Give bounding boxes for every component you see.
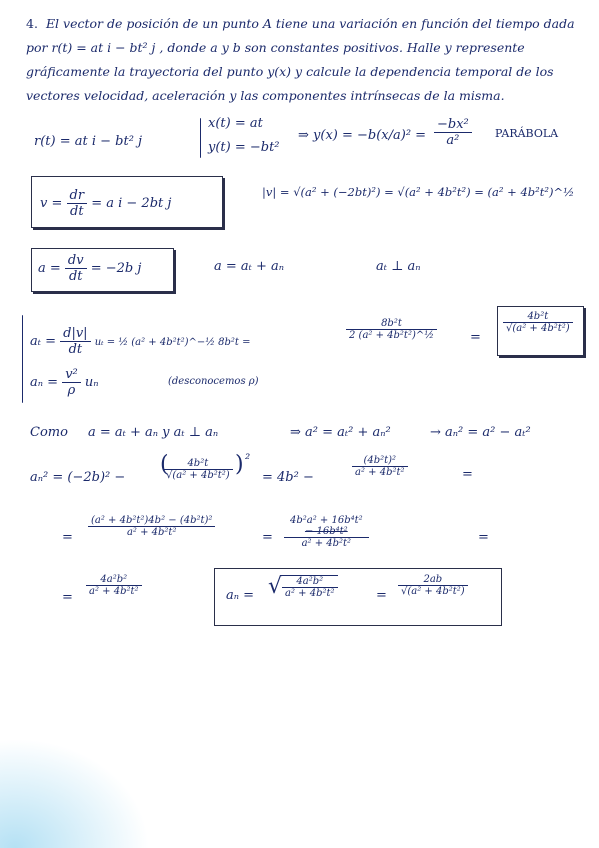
x-of-t: x(t) = at <box>208 116 263 131</box>
normal-squared-relation: → aₙ² = a² − aₜ² <box>430 425 531 440</box>
step7-equals3: = <box>478 530 489 545</box>
step8-equals: = <box>62 590 73 605</box>
normal-acceleration-final: aₙ = <box>226 588 255 603</box>
y-of-t: y(t) = −bt² <box>208 140 280 155</box>
final-fraction: $\frac{2ab}{\text{√(a² + 4b²t²)}}$ <box>398 574 468 597</box>
problem-number: 4. <box>26 16 38 31</box>
open-paren: ( <box>160 452 169 477</box>
tangential-equals: = <box>470 330 481 345</box>
trajectory-equation: ⇒ y(x) = −b(x/a)² = <box>298 128 427 143</box>
problem-text: El vector de posición de un punto A tiene una variación en función del tiempo dada por r(t) = at i − bt² j , donde a y b son constantes positivos. Halle y represente gráficamente la trayectoria del punto y(x) y calcule la dependencia temporal de los vectores velocidad, aceleración y las componentes intrínsecas de la misma. <box>26 16 575 103</box>
step7-fraction2: 4b²a² + 16b⁴t² − 16b⁴t² a² + 4b²t² <box>284 515 369 549</box>
acceleration-equation: a = $\frac{dv}{dt}$ = −2b j <box>38 253 142 284</box>
vector-relation: a = aₜ + aₙ y aₜ ⊥ aₙ <box>88 425 219 440</box>
components-brace <box>22 315 23 403</box>
normal-squared-lhs: aₙ² = (−2b)² − <box>30 470 126 485</box>
step7-fraction1: $\frac{\text{(a² + 4b²t²)4b² − (4b²t)²}}{\text{a² + 4b²t²}}$ <box>88 515 215 538</box>
normal-acceleration: aₙ = $\frac{\text{v²}}{\rho}$ uₙ <box>30 367 99 398</box>
problem-statement <box>26 12 586 108</box>
step7-equals2: = <box>262 530 273 545</box>
step6-rhs: = 4b² − <box>262 470 314 485</box>
tangential-term: $\frac{\text{4b²t}}{\text{√(a² + 4b²t²)}}$ <box>163 458 233 481</box>
tangential-acceleration: aₜ = $\frac{d|v|}{dt}$ uₜ = ½ (a² + 4b²t²)^−½ 8b²t = <box>30 326 251 357</box>
scan-shadow <box>0 738 150 848</box>
tangential-result: $\frac{\text{4b²t}}{\text{√(a² + 4b²t²)}}$ <box>503 311 573 334</box>
trajectory-fraction: $\frac{\text{−bx²}}{\text{a²}}$ <box>434 117 472 148</box>
pythagorean-relation: ⇒ a² = aₜ² + aₙ² <box>290 425 391 440</box>
tangential-fraction: $\frac{\text{8b²t}}{\text{2 (a² + 4b²t²)\textasciicircum{}½}}$ <box>346 318 437 341</box>
step7-equals: = <box>62 530 73 545</box>
acceleration-sum: a = aₜ + aₙ <box>214 259 285 274</box>
velocity-equation: v = $\frac{dr}{dt}$ = a i − 2bt j <box>40 188 172 219</box>
step6-fraction: $\frac{\text{(4b²t)²}}{\text{a² + 4b²t²}}$ <box>352 455 408 478</box>
close-paren: ) <box>235 452 244 477</box>
position-vector: r(t) = at i − bt² j <box>34 134 143 149</box>
speed-modulus: |v| = √(a² + (−2bt)²) = √(a² + 4b²t²) = (a² + 4b²t²)^½ <box>262 185 575 199</box>
perpendicular-relation: aₜ ⊥ aₙ <box>376 259 421 274</box>
step8-fraction: $\frac{\text{4a²b²}}{\text{a² + 4b²t²}}$ <box>86 574 142 597</box>
step6-equals: = <box>462 467 473 482</box>
square-exponent: ² <box>245 452 251 467</box>
system-brace <box>200 118 201 158</box>
final-sqrt-fraction: √ $\frac{\text{4a²b²}}{\text{a² + 4b²t²}}$ <box>268 574 338 599</box>
como-label: Como <box>30 425 68 440</box>
parabola-label: PARÁBOLA <box>495 127 559 140</box>
final-equals: = <box>376 588 387 603</box>
unknown-radius-note: (desconocemos ρ) <box>168 376 259 387</box>
